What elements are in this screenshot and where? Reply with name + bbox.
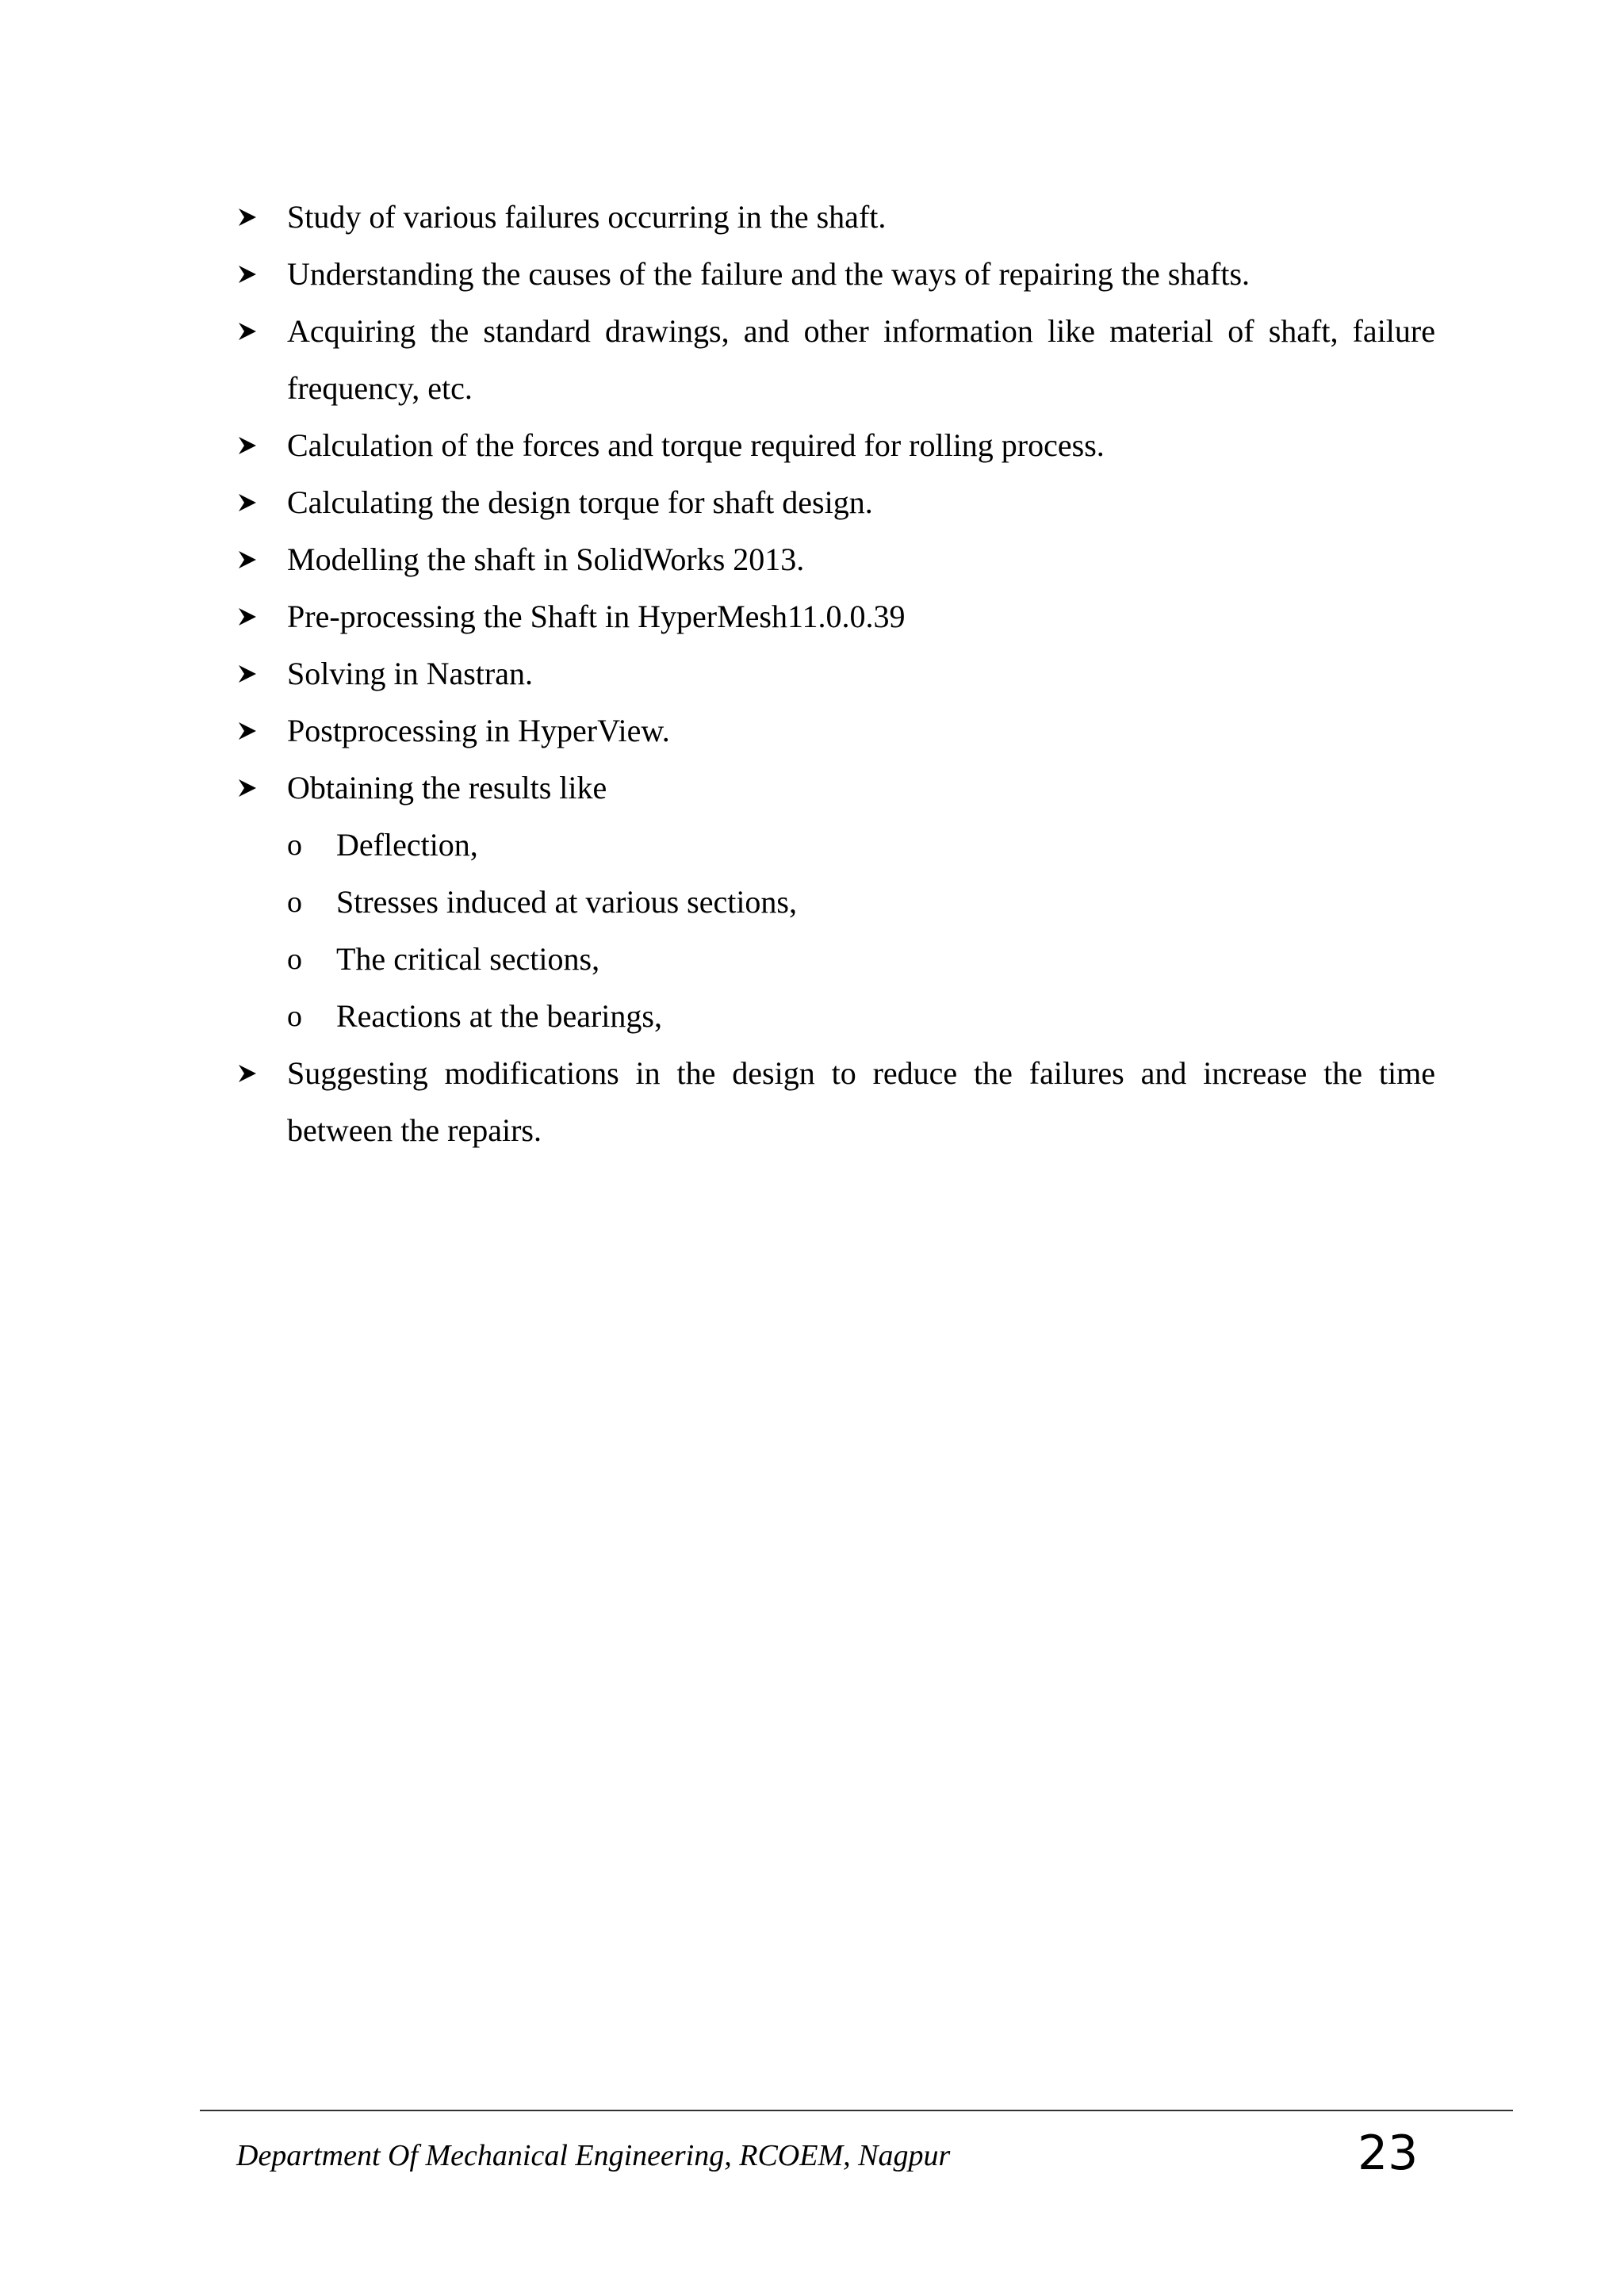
sub-list-item <box>238 817 1435 874</box>
arrowhead-bullet-icon <box>238 322 257 341</box>
list-item-text: Suggesting modifications in the design to reduce the failures and increase the time between the repairs. <box>287 1055 1435 1148</box>
list-item <box>238 588 1435 645</box>
sub-list-item-text: Stresses induced at various sections, <box>336 884 797 920</box>
arrowhead-bullet-icon <box>238 265 257 284</box>
list-item-text: Understanding the causes of the failure and the ways of repairing the shafts. <box>287 256 1251 292</box>
arrowhead-bullet-icon <box>238 436 257 455</box>
list-item-text: Solving in Nastran. <box>287 656 533 691</box>
list-item <box>238 645 1435 702</box>
sub-list-item <box>238 931 1435 988</box>
arrowhead-bullet-icon <box>238 1064 257 1083</box>
arrowhead-bullet-icon <box>238 493 257 512</box>
footer-divider <box>200 2110 1513 2111</box>
page-number: 23 <box>1358 2126 1419 2181</box>
sub-list-item-text: The critical sections, <box>336 941 600 977</box>
list-item <box>238 417 1435 474</box>
bullet-list <box>238 189 1435 1159</box>
sub-list-container <box>238 817 1435 1045</box>
footer-department: Department Of Mechanical Engineering, RCOEM, Nagpur <box>236 2139 951 2172</box>
list-item <box>238 531 1435 588</box>
list-item-text: Acquiring the standard drawings, and other information like material of shaft, failure frequency, etc. <box>287 313 1435 406</box>
list-item <box>238 303 1435 417</box>
circle-bullet: o <box>287 943 302 976</box>
arrowhead-bullet-icon <box>238 664 257 683</box>
list-item <box>238 246 1435 303</box>
list-item <box>238 189 1435 246</box>
arrowhead-bullet-icon <box>238 208 257 227</box>
list-item <box>238 1045 1435 1159</box>
list-item-text: Calculating the design torque for shaft design. <box>287 484 873 520</box>
list-item-text: Modelling the shaft in SolidWorks 2013. <box>287 541 805 577</box>
list-item-text: Study of various failures occurring in the shaft. <box>287 199 887 235</box>
circle-bullet: o <box>287 828 302 862</box>
list-item-text: Pre-processing the Shaft in HyperMesh11.0.0.39 <box>287 599 906 634</box>
sub-list <box>238 817 1435 1045</box>
list-item-text: Calculation of the forces and torque required for rolling process. <box>287 427 1105 463</box>
sub-list-item <box>238 988 1435 1045</box>
list-item-text: Postprocessing in HyperView. <box>287 713 670 748</box>
list-item <box>238 474 1435 531</box>
circle-bullet: o <box>287 886 302 919</box>
arrowhead-bullet-icon <box>238 607 257 626</box>
arrowhead-bullet-icon <box>238 779 257 798</box>
arrowhead-bullet-icon <box>238 550 257 569</box>
list-item <box>238 702 1435 760</box>
sub-list-item-text: Reactions at the bearings, <box>336 998 662 1034</box>
sub-list-item <box>238 874 1435 931</box>
circle-bullet: o <box>287 1000 302 1033</box>
list-item-text: Obtaining the results like <box>287 770 607 806</box>
arrowhead-bullet-icon <box>238 721 257 740</box>
sub-list-item-text: Deflection, <box>336 827 478 863</box>
list-item <box>238 760 1435 817</box>
